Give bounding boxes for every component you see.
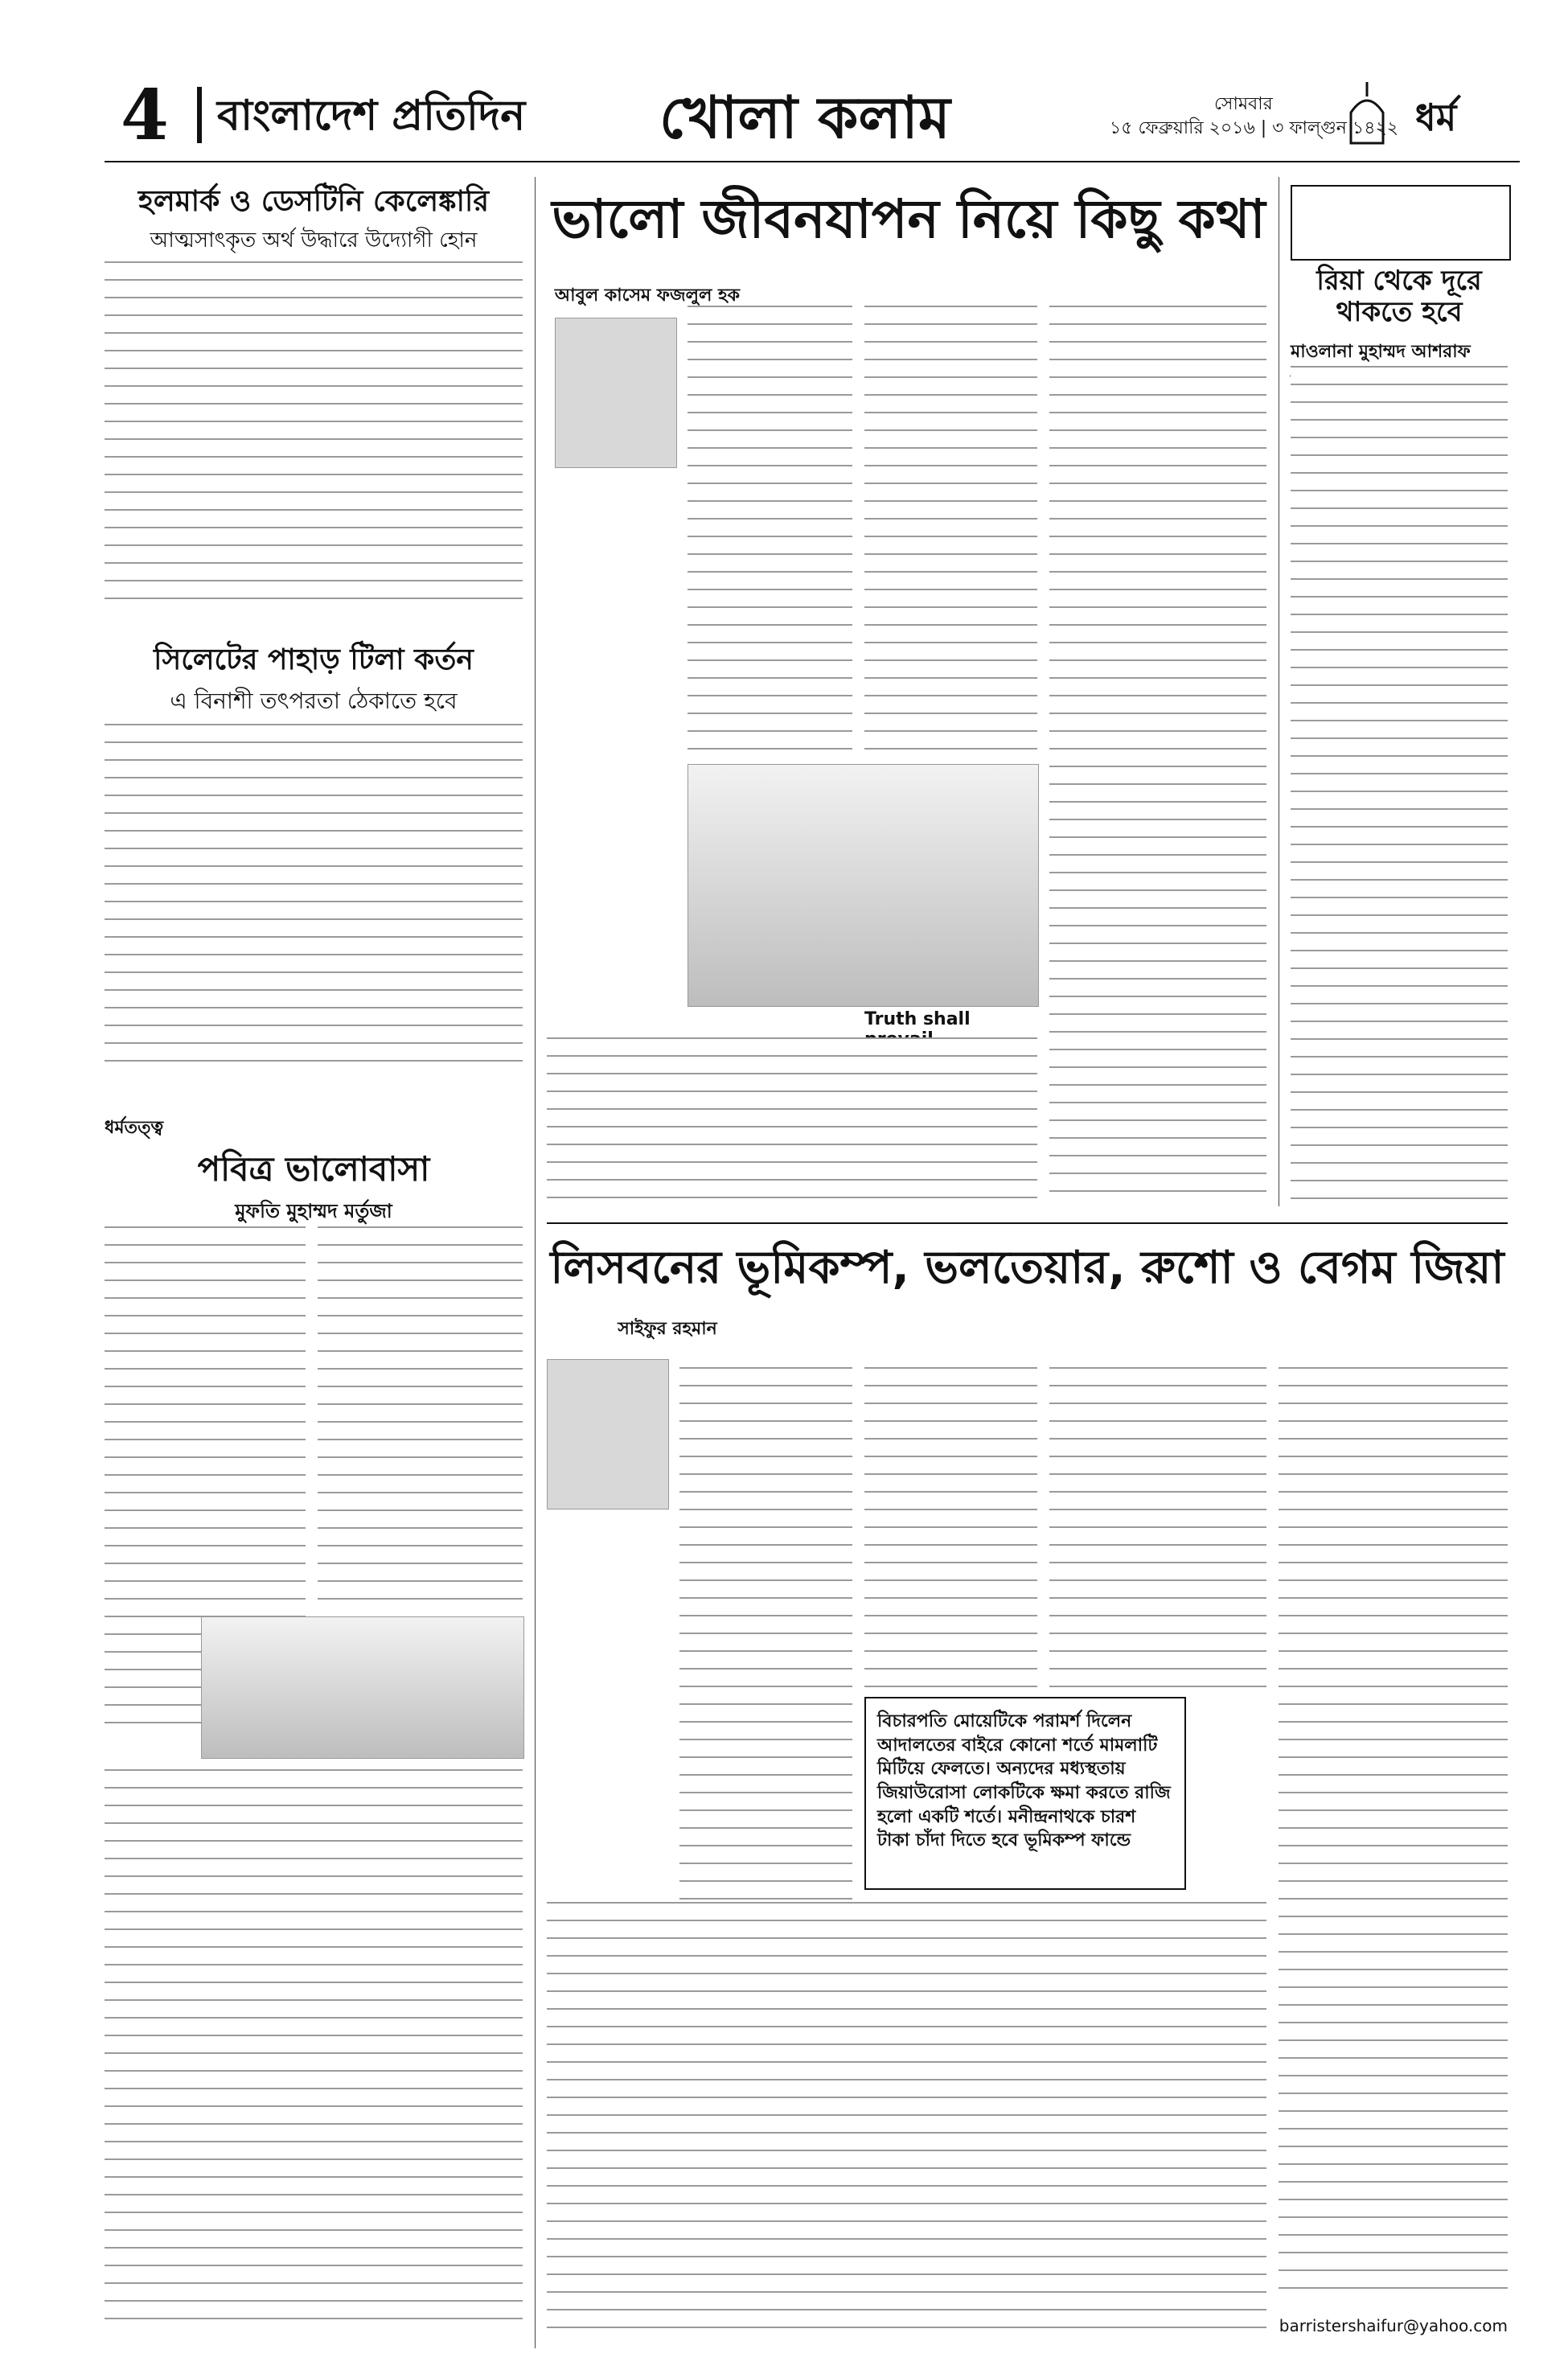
- left-story3-body-b: [318, 1226, 523, 1612]
- right-body: [1291, 366, 1508, 1206]
- left-story2-body: [105, 724, 523, 1078]
- author-photo: [555, 318, 677, 468]
- left-story2-headline: সিলেটের পাহাড় টিলা কর্তন: [154, 643, 474, 676]
- left-story2-subheadline: এ বিনাশী তৎপরতা ঠেকাতে হবে: [170, 688, 458, 714]
- left-story1-body: [105, 261, 523, 615]
- page-number: 4: [121, 75, 169, 156]
- left-story3-headline: পবিত্র ভালোবাসা: [197, 1149, 430, 1189]
- bottom-author-photo: [547, 1359, 669, 1509]
- calligraphy-box: [1291, 185, 1511, 261]
- corner-label: ধর্ম: [1415, 96, 1457, 139]
- masthead-divider: [197, 87, 202, 143]
- masthead: [0, 0, 1568, 161]
- mosque-photo: [201, 1616, 524, 1759]
- bottom-body-lower: [547, 1902, 1266, 2332]
- main-author: আবুল কাসেম ফজলুল হক: [554, 285, 741, 306]
- main-body-lower: [547, 1037, 1037, 1206]
- bottom-author: সাইফুর রহমান: [618, 1319, 717, 1339]
- bottom-body-col4: [1279, 1367, 1508, 2300]
- left-story3-byline: মুফতি মুহাম্মদ মর্তুজা: [235, 1200, 392, 1222]
- right-headline: রিয়া থেকে দূরে থাকতে হবে: [1316, 265, 1482, 329]
- paper-name: বাংলাদেশ প্রতিদিন: [217, 92, 526, 140]
- left-story3-body-c: [105, 1769, 523, 2332]
- left-story1-subheadline: আত্মসাৎকৃত অর্থ উদ্ধারে উদ্যোগী হোন: [150, 228, 478, 253]
- bottom-section-rule: [547, 1222, 1508, 1224]
- left-story1-headline: হলমার্ক ও ডেসটিনি কেলেঙ্কারি: [138, 185, 490, 218]
- mosque-icon: [1343, 80, 1391, 145]
- celebration-photo: [688, 764, 1039, 1007]
- main-headline: ভালো জীবনযাপন নিয়ে কিছু কথা: [552, 188, 1266, 250]
- left-column-rule: [535, 177, 536, 2348]
- main-pullquote: Truth shall: [864, 1009, 971, 1029]
- bottom-headline: লিসবনের ভূমিকম্প, ভলতেয়ার, রুশো ও বেগম জিয়া: [550, 1242, 1504, 1294]
- bottom-body-col3: [1049, 1367, 1266, 1689]
- date: ১৫ ফেব্রুয়ারি ২০১৬ | ৩ ফাল্গুন ১৪২২: [1110, 118, 1399, 138]
- main-body-col1: [688, 306, 852, 756]
- day: সোমবার: [1214, 94, 1273, 114]
- right-byline: মাওলানা মুহাম্মদ আশরাফ: [1291, 342, 1471, 362]
- footer-email: barristershaifur@yahoo.com: [1279, 2316, 1508, 2335]
- masthead-rule: [105, 161, 1520, 162]
- main-body-col3: [1049, 306, 1266, 1206]
- boxed-quote-text: বিচারপতি মোয়েটিকে পরামর্শ দিলেন আদালতের বাইরে কোনো শর্তে মামলাটি মিটিয়ে ফেলতে। অন্যদের মধ্যস্থতায় জিয়াউরোসা লোকটিকে ক্ষমা করতে রাজি হলো একটি শর্তে। মনীন্দ্রনাথকে চারশ টাকা চাঁদা দিতে হবে ভূমিকম্প ফান্ডে: [877, 1711, 1171, 1851]
- dharma-label: ধর্মতত্ত্ব: [105, 1118, 164, 1138]
- bottom-body-col2: [864, 1367, 1037, 1689]
- boxed-quote: [864, 1697, 1186, 1890]
- main-body-col2: [864, 306, 1037, 756]
- section-title: খোলা কলাম: [659, 83, 950, 151]
